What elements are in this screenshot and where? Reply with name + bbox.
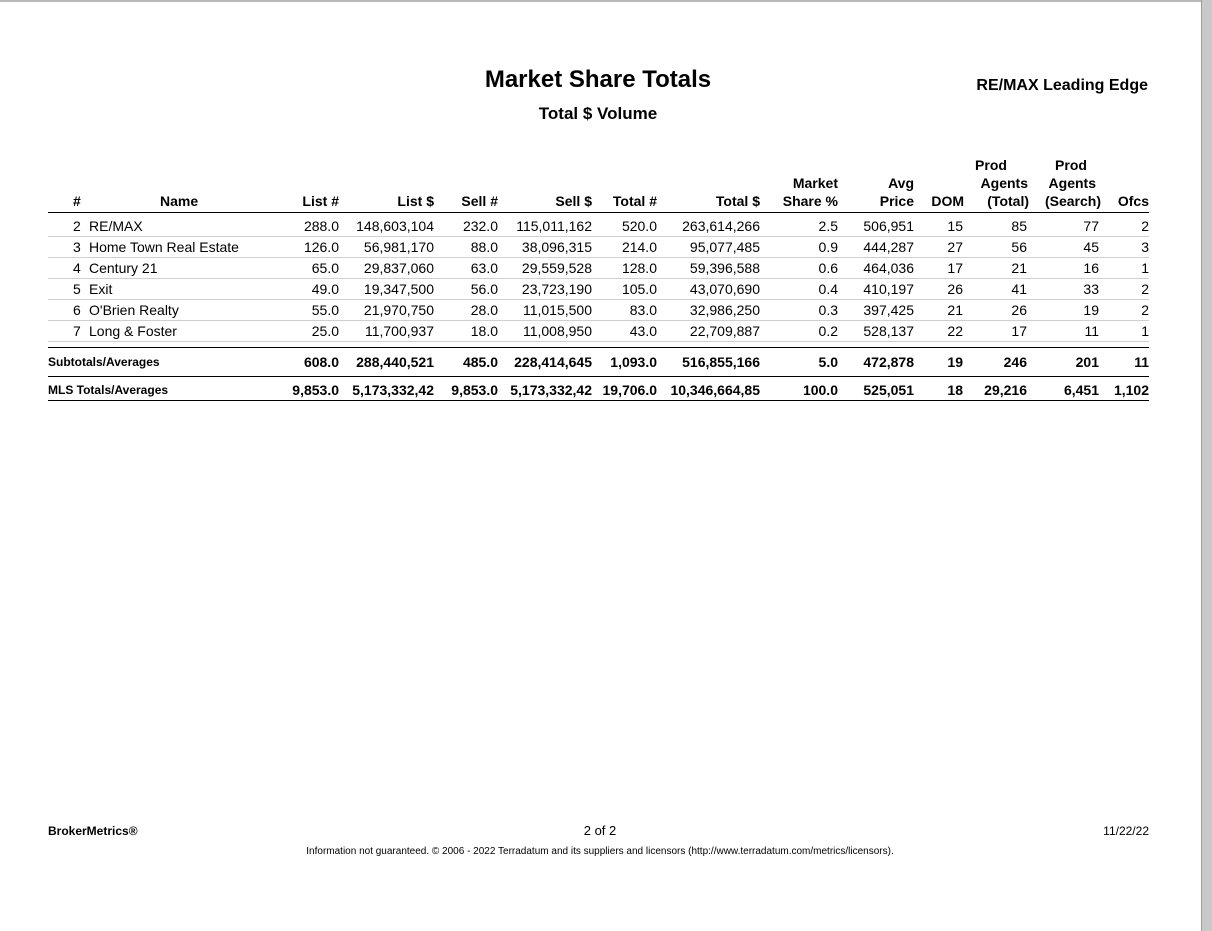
table-row bbox=[48, 237, 1149, 258]
cell-ofcs: 2 bbox=[1141, 302, 1149, 318]
cell-prod-search: 77 bbox=[1083, 218, 1099, 234]
subtotals-label: Subtotals/Averages bbox=[48, 355, 160, 369]
cell-list-num: 9,853.0 bbox=[292, 382, 339, 398]
cell-share: 0.6 bbox=[818, 260, 838, 276]
cell-prod-search: 201 bbox=[1075, 354, 1099, 370]
cell-avg-price: 472,878 bbox=[863, 354, 914, 370]
cell-ofcs: 1,102 bbox=[1113, 382, 1149, 398]
cell-avg-price: 444,287 bbox=[863, 239, 914, 255]
cell-ofcs: 1 bbox=[1141, 323, 1149, 339]
cell-sell-dollar: 11,008,950 bbox=[522, 323, 592, 339]
cell-total-dollar: 263,614,266 bbox=[682, 218, 760, 234]
cell-list-dollar: 5,173,332,42 bbox=[352, 382, 434, 398]
cell-prod-total: 56 bbox=[1011, 239, 1027, 255]
cell-prod-total: 246 bbox=[1003, 354, 1027, 370]
col-market-share-line1: Market bbox=[792, 175, 838, 191]
cell-sell-dollar: 5,173,332,42 bbox=[510, 382, 592, 398]
cell-list-dollar: 21,970,750 bbox=[363, 302, 434, 318]
cell-prod-total: 21 bbox=[1011, 260, 1027, 276]
table-body bbox=[48, 216, 1149, 342]
row-name: Long & Foster bbox=[89, 323, 177, 339]
col-avg-price-line2: Price bbox=[879, 193, 914, 209]
cell-total-num: 214.0 bbox=[621, 239, 657, 255]
cell-ofcs: 2 bbox=[1141, 281, 1149, 297]
col-num: # bbox=[73, 193, 81, 209]
cell-sell-num: 63.0 bbox=[470, 260, 498, 276]
page-number: 2 of 2 bbox=[583, 823, 617, 838]
cell-sell-dollar: 228,414,645 bbox=[514, 354, 592, 370]
table-header bbox=[48, 156, 1149, 213]
cell-prod-search: 6,451 bbox=[1063, 382, 1099, 398]
cell-dom: 21 bbox=[947, 302, 963, 318]
row-num: 2 bbox=[73, 218, 81, 234]
cell-avg-price: 464,036 bbox=[863, 260, 914, 276]
cell-sell-dollar: 23,723,190 bbox=[521, 281, 592, 297]
cell-dom: 18 bbox=[947, 382, 963, 398]
cell-total-num: 128.0 bbox=[621, 260, 657, 276]
cell-list-dollar: 19,347,500 bbox=[363, 281, 434, 297]
footer-disclaimer: Information not guaranteed. © 2006 - 2022 Terradatum and its suppliers and licensors (http://www.terradatum.com/metrics/licensors). bbox=[306, 846, 894, 857]
cell-avg-price: 397,425 bbox=[863, 302, 914, 318]
col-prod-search-line2: Agents bbox=[1048, 175, 1096, 191]
col-total-num: Total # bbox=[612, 193, 657, 209]
cell-list-num: 25.0 bbox=[311, 323, 339, 339]
vertical-scrollbar[interactable] bbox=[1201, 0, 1212, 931]
cell-ofcs: 2 bbox=[1141, 218, 1149, 234]
cell-total-num: 19,706.0 bbox=[602, 382, 657, 398]
cell-list-num: 126.0 bbox=[303, 239, 339, 255]
report-title: Market Share Totals bbox=[484, 66, 712, 93]
col-list-dollar: List $ bbox=[397, 193, 434, 209]
cell-prod-total: 26 bbox=[1011, 302, 1027, 318]
cell-sell-num: 18.0 bbox=[470, 323, 498, 339]
cell-sell-dollar: 11,015,500 bbox=[522, 302, 592, 318]
cell-list-dollar: 288,440,521 bbox=[356, 354, 434, 370]
cell-avg-price: 528,137 bbox=[863, 323, 914, 339]
col-prod-search-line3: (Search) bbox=[1044, 193, 1101, 209]
cell-dom: 22 bbox=[947, 323, 963, 339]
cell-list-dollar: 56,981,170 bbox=[363, 239, 434, 255]
col-market-share-line2: Share % bbox=[782, 193, 838, 209]
cell-total-dollar: 43,070,690 bbox=[689, 281, 760, 297]
cell-prod-search: 45 bbox=[1083, 239, 1099, 255]
cell-ofcs: 11 bbox=[1134, 354, 1149, 370]
company-name: RE/MAX Leading Edge bbox=[976, 77, 1148, 94]
cell-total-num: 43.0 bbox=[629, 323, 657, 339]
cell-share: 0.3 bbox=[818, 302, 838, 318]
cell-list-num: 288.0 bbox=[303, 218, 339, 234]
row-name: Home Town Real Estate bbox=[89, 239, 239, 255]
cell-sell-dollar: 29,559,528 bbox=[521, 260, 592, 276]
cell-sell-num: 88.0 bbox=[470, 239, 498, 255]
cell-ofcs: 3 bbox=[1141, 239, 1149, 255]
col-sell-dollar: Sell $ bbox=[555, 193, 592, 209]
cell-prod-total: 17 bbox=[1011, 323, 1027, 339]
cell-sell-num: 232.0 bbox=[462, 218, 498, 234]
cell-list-num: 49.0 bbox=[311, 281, 339, 297]
col-name: Name bbox=[160, 193, 199, 209]
mls-divider bbox=[48, 376, 1149, 377]
table-row bbox=[48, 258, 1149, 279]
cell-sell-num: 485.0 bbox=[462, 354, 498, 370]
cell-prod-total: 29,216 bbox=[984, 382, 1027, 398]
cell-list-num: 65.0 bbox=[311, 260, 339, 276]
cell-avg-price: 410,197 bbox=[863, 281, 914, 297]
subtotals-row bbox=[48, 352, 1149, 372]
cell-total-dollar: 59,396,588 bbox=[689, 260, 760, 276]
row-name: Exit bbox=[89, 281, 113, 297]
col-prod-total-line3: (Total) bbox=[987, 193, 1029, 209]
report-date: 11/22/22 bbox=[1103, 824, 1149, 838]
cell-total-num: 1,093.0 bbox=[610, 354, 657, 370]
cell-ofcs: 1 bbox=[1141, 260, 1149, 276]
cell-share: 2.5 bbox=[818, 218, 838, 234]
cell-total-dollar: 10,346,664,85 bbox=[670, 382, 760, 398]
col-list-num: List # bbox=[302, 193, 339, 209]
cell-share: 0.4 bbox=[818, 281, 838, 297]
cell-dom: 15 bbox=[947, 218, 963, 234]
cell-sell-num: 56.0 bbox=[470, 281, 498, 297]
cell-prod-search: 33 bbox=[1083, 281, 1099, 297]
col-ofcs: Ofcs bbox=[1117, 193, 1149, 209]
col-avg-price-line1: Avg bbox=[888, 175, 914, 191]
cell-sell-num: 28.0 bbox=[470, 302, 498, 318]
table-bottom-divider bbox=[48, 400, 1149, 401]
cell-total-num: 520.0 bbox=[621, 218, 657, 234]
cell-share: 0.9 bbox=[818, 239, 838, 255]
cell-total-dollar: 32,986,250 bbox=[689, 302, 760, 318]
cell-sell-num: 9,853.0 bbox=[451, 382, 498, 398]
col-prod-total-line1: Prod bbox=[975, 157, 1007, 173]
table-row bbox=[48, 216, 1149, 237]
footer-brand: BrokerMetrics® bbox=[48, 824, 138, 838]
mls-totals-row bbox=[48, 380, 1149, 400]
cell-sell-dollar: 115,011,162 bbox=[516, 218, 592, 234]
cell-dom: 17 bbox=[947, 260, 963, 276]
row-num: 7 bbox=[73, 323, 81, 339]
cell-prod-search: 19 bbox=[1083, 302, 1099, 318]
cell-prod-search: 11 bbox=[1084, 323, 1099, 339]
row-num: 6 bbox=[73, 302, 81, 318]
cell-list-num: 55.0 bbox=[311, 302, 339, 318]
mls-totals-label: MLS Totals/Averages bbox=[48, 383, 169, 397]
row-num: 3 bbox=[73, 239, 81, 255]
row-num: 5 bbox=[73, 281, 81, 297]
cell-prod-total: 41 bbox=[1011, 281, 1027, 297]
subtotal-divider bbox=[48, 347, 1149, 348]
row-num: 4 bbox=[73, 260, 81, 276]
cell-total-dollar: 516,855,166 bbox=[682, 354, 760, 370]
col-sell-num: Sell # bbox=[461, 193, 498, 209]
col-prod-total-line2: Agents bbox=[980, 175, 1028, 191]
row-name: O'Brien Realty bbox=[89, 302, 179, 318]
cell-dom: 19 bbox=[947, 354, 963, 370]
cell-dom: 26 bbox=[947, 281, 963, 297]
cell-share: 5.0 bbox=[818, 354, 838, 370]
table-row bbox=[48, 300, 1149, 321]
table-row bbox=[48, 321, 1149, 342]
col-dom: DOM bbox=[931, 193, 964, 209]
cell-total-num: 105.0 bbox=[621, 281, 657, 297]
cell-avg-price: 525,051 bbox=[863, 382, 914, 398]
cell-total-dollar: 22,709,887 bbox=[689, 323, 760, 339]
cell-list-dollar: 148,603,104 bbox=[356, 218, 434, 234]
col-prod-search-line1: Prod bbox=[1055, 157, 1087, 173]
cell-list-dollar: 29,837,060 bbox=[363, 260, 434, 276]
cell-dom: 27 bbox=[947, 239, 963, 255]
cell-prod-total: 85 bbox=[1011, 218, 1027, 234]
cell-total-num: 83.0 bbox=[629, 302, 657, 318]
cell-avg-price: 506,951 bbox=[863, 218, 914, 234]
cell-list-num: 608.0 bbox=[303, 354, 339, 370]
table-row bbox=[48, 279, 1149, 300]
row-name: RE/MAX bbox=[89, 218, 143, 234]
cell-total-dollar: 95,077,485 bbox=[689, 239, 760, 255]
col-total-dollar: Total $ bbox=[715, 193, 760, 209]
cell-sell-dollar: 38,096,315 bbox=[521, 239, 592, 255]
cell-share: 100.0 bbox=[802, 382, 838, 398]
cell-list-dollar: 11,700,937 bbox=[364, 323, 434, 339]
row-name: Century 21 bbox=[89, 260, 158, 276]
top-border bbox=[0, 0, 1202, 2]
report-subtitle: Total $ Volume bbox=[538, 104, 658, 123]
cell-prod-search: 16 bbox=[1083, 260, 1099, 276]
cell-share: 0.2 bbox=[818, 323, 838, 339]
